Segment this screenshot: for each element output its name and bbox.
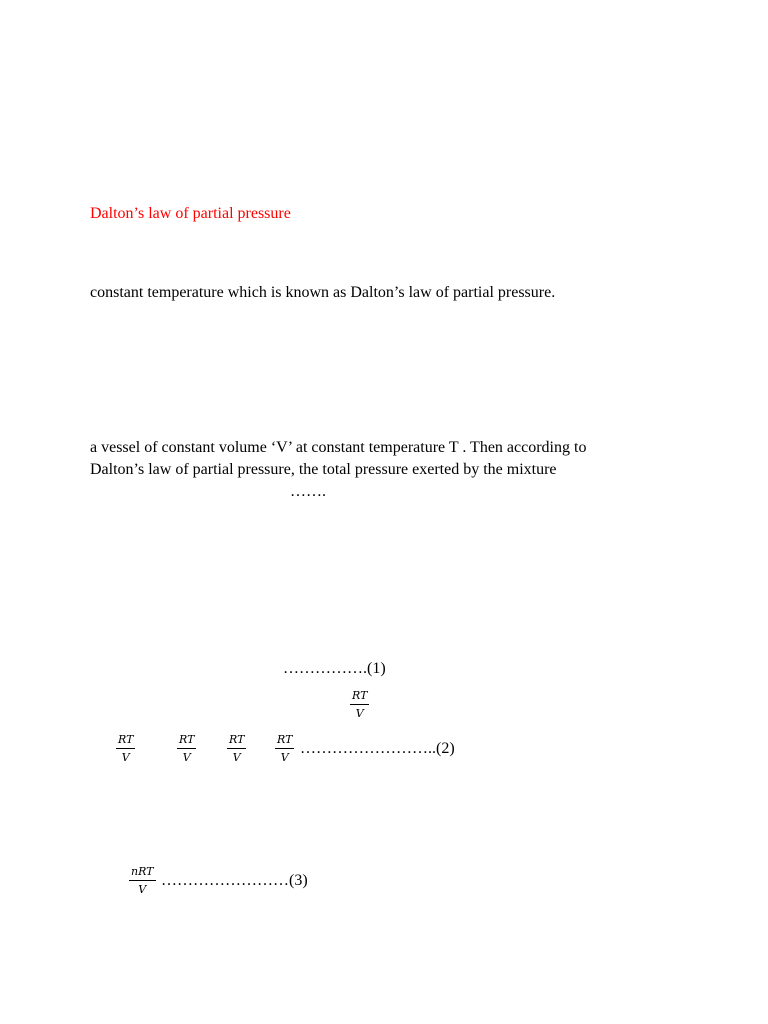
fraction-numerator: RT	[229, 733, 245, 746]
fraction-bar	[350, 704, 369, 705]
fraction-rt-over-v	[350, 690, 369, 720]
fraction-rt-over-v	[227, 734, 246, 764]
paragraph-line-1: a vessel of constant volume ‘V’ at constant temperature T . Then according to	[90, 439, 587, 456]
fraction-numerator: RT	[118, 733, 134, 746]
fraction-denominator: V	[280, 751, 289, 764]
fraction-denominator: V	[182, 751, 191, 764]
fraction-rt-over-v	[177, 734, 196, 764]
fraction-numerator: nRT	[131, 865, 154, 878]
fraction-numerator: RT	[277, 733, 293, 746]
fraction-denominator: V	[138, 883, 147, 896]
fraction-bar	[116, 748, 135, 749]
fraction-rt-over-v	[116, 734, 135, 764]
equation-1-label: …………….(1)	[283, 660, 386, 677]
fraction-nrt-over-v	[129, 866, 156, 896]
paragraph-definition: constant temperature which is known as Dalton’s law of partial pressure.	[90, 284, 556, 301]
fraction-numerator: RT	[179, 733, 195, 746]
fraction-numerator: RT	[352, 689, 368, 702]
section-heading: Dalton’s law of partial pressure	[90, 205, 291, 222]
fraction-rt-over-v	[275, 734, 294, 764]
fraction-bar	[129, 880, 156, 881]
paragraph-line-2: Dalton’s law of partial pressure, the total pressure exerted by the mixture	[90, 461, 557, 478]
fraction-bar	[275, 748, 294, 749]
fraction-bar	[177, 748, 196, 749]
equation-3-label: ……………………(3)	[161, 872, 308, 889]
paragraph-line-3: …….	[290, 483, 326, 500]
fraction-denominator: V	[355, 707, 364, 720]
fraction-denominator: V	[232, 751, 241, 764]
fraction-denominator: V	[121, 751, 130, 764]
fraction-bar	[227, 748, 246, 749]
equation-2-label: ……………………..(2)	[300, 740, 455, 757]
